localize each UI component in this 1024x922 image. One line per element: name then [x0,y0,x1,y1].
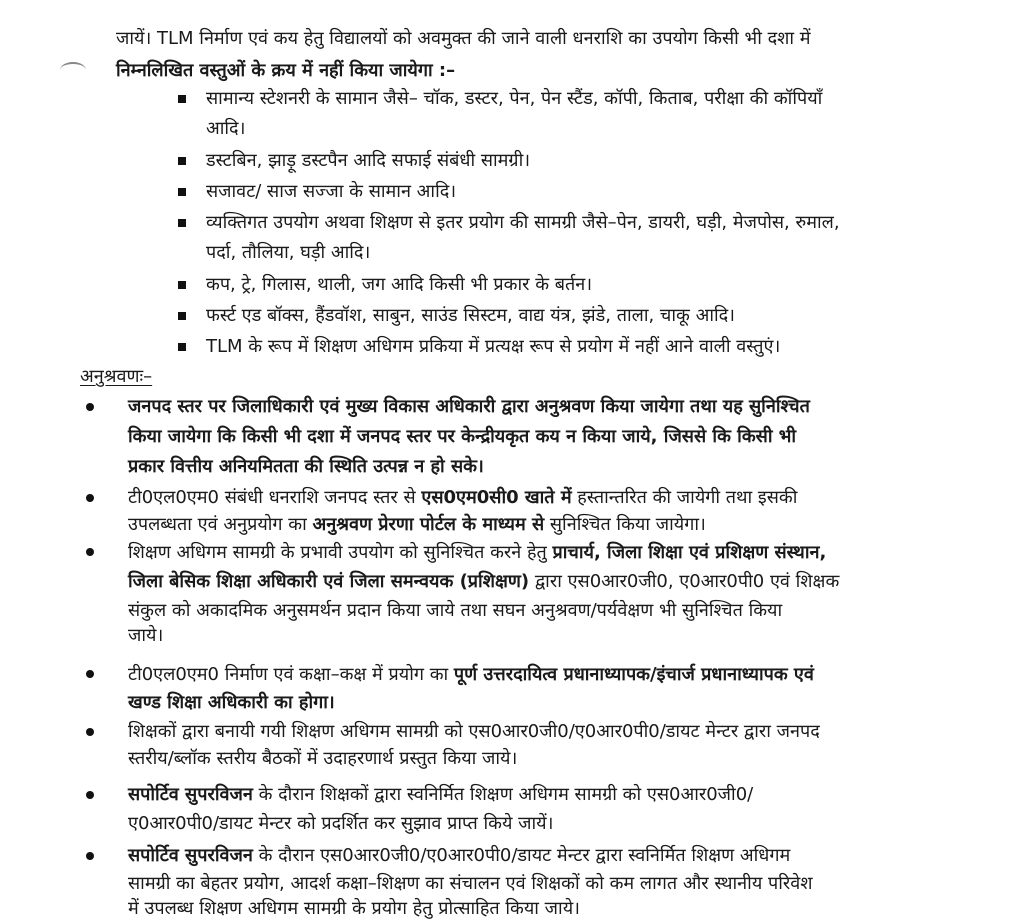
list-item: सामान्य स्टेशनरी के सामान जैसे– चॉक, डस्टर, पेन, पेन स्टैंड, कॉपी, किताब, परीक्षा की कॉपियाँ [206,88,823,109]
text-run: के दौरान एस0आर0जी0/ए0आर0पी0/डायट मेन्टर द्वारा स्वनिर्मित शिक्षण अधिगम [252,845,791,866]
round-bullet-icon [86,494,94,502]
square-bullet-icon [178,219,186,227]
paragraph-line: संकुल को अकादमिक अनुसमर्थन प्रदान किया जाये तथा सघन अनुश्रवण/पर्यवेक्षण भी सुनिश्चित किया [128,600,783,621]
text-run: उपलब्धता एवं अनुप्रयोग का [128,514,313,535]
emphasis-text: जिला बेसिक शिक्षा अधिकारी एवं जिला समन्वयक (प्रशिक्षण) [128,571,530,592]
paragraph-line [128,569,839,595]
emphasis-text: अनुश्रवण प्रेरणा पोर्टल के माध्यम से [312,514,545,535]
list-item: व्यक्तिगत उपयोग अथवा शिक्षण से इतर प्रयोग की सामग्री जैसे–पेन, डायरी, घड़ी, मेजपोस, रुमाल, [206,212,840,233]
round-bullet-icon [86,670,94,678]
emphasis-text: प्राचार्य, जिला शिक्षा एवं प्रशिक्षण संस्थान, [552,542,827,563]
paragraph-line: जनपद स्तर पर जिलाधिकारी एवं मुख्य विकास अधिकारी द्वारा अनुश्रवण किया जायेगा तथा यह सुनिश्चित [128,396,810,417]
paragraph-line: में उपलब्ध शिक्षण अधिगम सामग्री के प्रयोग हेतु प्रोत्साहित किया जाये। [128,898,580,919]
text-run: शिक्षण अधिगम सामग्री के प्रभावी उपयोग को सुनिश्चित करने हेतु [128,542,553,563]
square-bullet-icon [178,188,186,196]
list-item: कप, ट्रे, गिलास, थाली, जग आदि किसी भी प्रकार के बर्तन। [206,274,593,295]
section-heading: अनुश्रवणः– [80,366,153,387]
paragraph-line [128,843,790,869]
paragraph-line: शिक्षकों द्वारा बनायी गयी शिक्षण अधिगम सामग्री को एस0आर0जी0/ए0आर0पी0/डायट मेन्टर द्वारा जनपद [128,721,820,742]
list-item: आदि। [206,118,246,139]
paragraph-line: किया जायेगा कि किसी भी दशा में जनपद स्तर पर केन्द्रीयकृत कय न किया जाये, जिससे कि किसी भी [128,426,797,447]
paragraph-line: स्तरीय/ब्लॉक स्तरीय बैठकों में उदाहरणार्थ प्रस्तुत किया जाये। [128,748,518,769]
text-run: हस्तान्तरित की जायेगी तथा इसकी [571,487,798,508]
intro-line-2: निम्नलिखित वस्तुओं के क्रय में नहीं किया जायेगा :– [116,60,456,81]
round-bullet-icon [86,403,94,411]
paragraph-line: खण्ड शिक्षा अधिकारी का होगा। [128,692,335,713]
intro-line-1: जायें। TLM निर्माण एवं कय हेतु विद्यालयों को अवमुक्त की जाने वाली धनराशि का उपयोग किसी भी दशा में [116,28,811,49]
list-item: TLM के रूप में शिक्षण अधिगम प्रकिया में प्रत्यक्ष रूप से प्रयोग में नहीं आने वाली वस्तुएं। [206,336,781,357]
paragraph-line [128,485,797,511]
round-bullet-icon [86,728,94,736]
emphasis-text: एस0एम0सी0 खाते में [421,487,572,508]
page-fold-mark [60,62,86,78]
paragraph-line: जाये। [128,625,164,646]
square-bullet-icon [178,157,186,165]
text-run: टी0एल0एम0 संबंधी धनराशि जनपद स्तर से [128,487,422,508]
list-item: फर्स्ट एड बॉक्स, हैंडवॉश, साबुन, साउंड सिस्टम, वाद्य यंत्र, झंडे, ताला, चाकू आदि। [206,305,736,326]
square-bullet-icon [178,95,186,103]
paragraph-line [128,512,706,538]
text-run: द्वारा एस0आर0जी0, ए0आर0पी0 एवं शिक्षक [529,571,840,592]
text-run: टी0एल0एम0 निर्माण एवं कक्षा–कक्ष में प्रयोग का [128,664,454,685]
emphasis-text: सपोर्टिव सुपरविजन [128,845,253,866]
square-bullet-icon [178,343,186,351]
emphasis-text: सपोर्टिव सुपरविजन [128,784,253,805]
square-bullet-icon [178,312,186,320]
paragraph-line: सामग्री का बेहतर प्रयोग, आदर्श कक्षा–शिक्षण का संचालन एवं शिक्षकों को कम लागत और स्थानीय परिवेश [128,873,813,894]
round-bullet-icon [86,791,94,799]
paragraph-line: ए0आर0पी0/डायट मेन्टर को प्रदर्शित कर सुझाव प्राप्त किये जायें। [128,813,554,834]
paragraph-line: प्रकार वित्तीय अनियमितता की स्थिति उत्पन्न न हो सके। [128,456,484,477]
list-item: सजावट/ साज सज्जा के सामान आदि। [206,181,457,202]
paragraph-line [128,782,753,808]
list-item: डस्टबिन, झाड़ू डस्टपैन आदि सफाई संबंधी सामग्री। [206,150,531,171]
paragraph-line [128,540,826,566]
emphasis-text: पूर्ण उत्तरदायित्व प्रधानाध्यापक/इंचार्ज प्रधानाध्यापक एवं [453,664,814,685]
round-bullet-icon [86,548,94,556]
text-run: के दौरान शिक्षकों द्वारा स्वनिर्मित शिक्षण अधिगम सामग्री को एस0आर0जी0/ [252,784,754,805]
round-bullet-icon [86,852,94,860]
list-item: पर्दा, तौलिया, घड़ी आदि। [206,242,371,263]
paragraph-line [128,662,814,688]
text-run: सुनिश्चित किया जायेगा। [544,514,706,535]
square-bullet-icon [178,281,186,289]
